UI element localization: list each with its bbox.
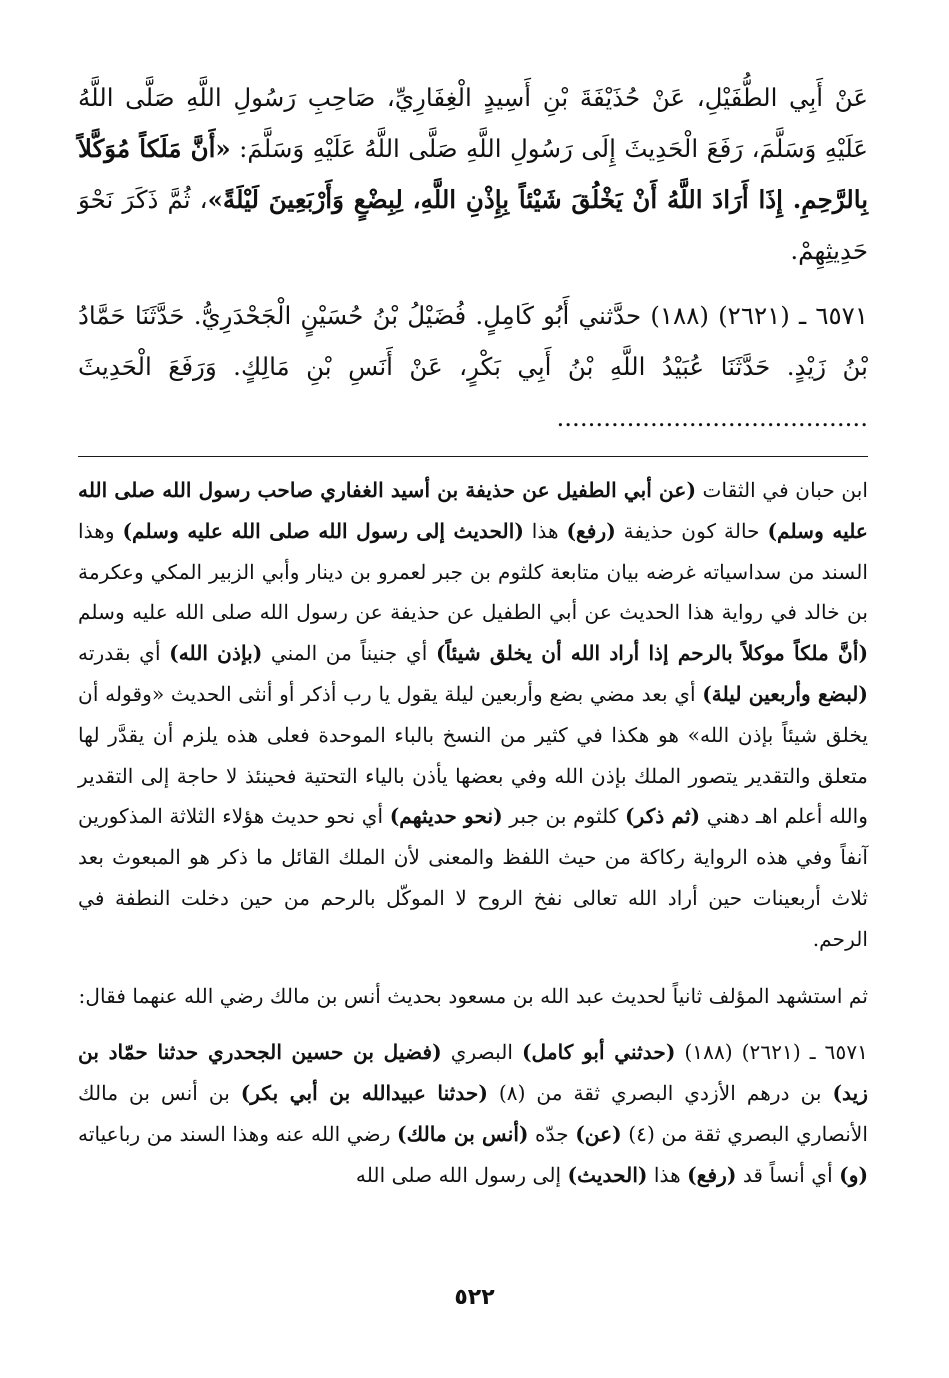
commentary-bold-segment: (و) — [839, 1162, 868, 1187]
commentary-bold-segment: (حدثني أبو كامل) — [521, 1040, 676, 1065]
commentary-bold-segment: (الحديث) — [567, 1162, 648, 1187]
commentary-bold-segment: (أنس بن مالك) — [397, 1121, 529, 1146]
page-number: ٥٢٢ — [454, 1285, 495, 1310]
commentary-segment: البصري — [441, 1040, 522, 1065]
commentary-bold-segment: (ثم ذكر) — [625, 804, 701, 829]
commentary-segment: أي بعد مضي بضع وأربعين ليلة يقول يا رب أذكر أو أنثى الحديث «وقوله أن يخلق شيئاً بإذن الله» هو هكذا في كثير من النسخ بالباء الموحدة فعلى هذه يلزم أن يقدَّر لها متعلق والتقدير يتصور الملك بإذن الله وفي بعضها يأذن بالياء التحتية فحينئذ لا حاجة إلى التقدير والله أعلم اهـ دهني — [78, 681, 868, 829]
commentary-segment: بن درهم الأزدي البصري ثقة من (٨) — [487, 1081, 833, 1106]
commentary-segment: إلى رسول الله صلى الله — [355, 1162, 568, 1187]
commentary-segment: جدّه — [528, 1121, 576, 1146]
commentary-segment: هذا — [523, 518, 567, 543]
hadith-quote: «أَنَّ مَلَكاً مُوَكَّلاً بِالرَّحِمِ. إِذَا أَرَادَ اللَّهُ أَنْ يَخْلُقَ شَيْئاً بِإِذْنِ اللَّهِ، لِبِضْعٍ وَأَرْبَعِينَ لَيْلَةً» — [78, 134, 869, 214]
commentary-bold-segment: (فضيل بن حسين الجحدري حدثنا حمّاد بن زيد) — [78, 1040, 868, 1106]
commentary-bold-segment: (عن أبي الطفيل عن حذيفة بن أسيد الغفاري صاحب رسول الله صلى الله عليه وسلم) — [78, 478, 868, 543]
commentary-bold-segment: (لبضع وأربعين ليلة) — [702, 681, 868, 706]
hadith-text-segment: ، ثُمَّ ذَكَرَ نَحْوَ حَدِيثِهِمْ. — [78, 185, 868, 265]
commentary-segment: أي نحو حديث هؤلاء الثلاثة المذكورين آنفاً وفي هذه الرواية ركاكة من حيث اللفظ والمعنى لأن الملك القائل ما ذكر هو المبعوث بعد ثلاث أربعينات حين أراد الله تعالى نفخ الروح لا الموكّل بالرحم من حين دخلت النطفة في الرحم. — [78, 804, 868, 951]
commentary-segment: أي بقدرته — [78, 641, 170, 666]
commentary-bold-segment: (نحو حديثهم) — [389, 804, 503, 829]
commentary-bold-segment: (الحديث إلى رسول الله صلى الله عليه وسلم) — [122, 518, 524, 543]
commentary-segment: رضي الله عنه وهذا السند من رباعياته — [78, 1121, 398, 1146]
commentary-bold-segment: (عن) — [575, 1121, 622, 1146]
commentary-bold-segment: (رفع) — [687, 1162, 737, 1187]
commentary-segment: كلثوم بن جبر — [502, 804, 626, 829]
commentary-segment: أي جنيناً من المني — [262, 641, 436, 666]
commentary-bold-segment: (أنَّ ملكاً موكلاً بالرحم إذا أراد الله أن يخلق شيئاً) — [435, 641, 868, 666]
commentary-bold-segment: (رفع) — [566, 518, 616, 543]
footnote-divider — [78, 456, 868, 457]
hadith-text — [78, 72, 868, 443]
commentary-segment: ٦٥٧١ ـ (٢٦٢١) (١٨٨) — [675, 1040, 869, 1065]
commentary-bold-segment: (حدثنا عبيدالله بن أبي بكر) — [240, 1081, 488, 1106]
commentary-segment: وهذا السند من سداسياته غرضه بيان متابعة كلثوم بن جبر لعمرو بن دينار وأبي الزبير المكي وعكرمة بن خالد في رواية هذا الحديث عن أبي الطفيل عن حذيفة عن رسول الله صلى الله عليه وسلم — [78, 518, 868, 625]
commentary-paragraph-1 — [78, 470, 868, 960]
hadith-paragraph-2: ٦٥٧١ ـ (٢٦٢١) (١٨٨) حدَّثني أَبُو كَامِلٍ. فُضَيْلُ بْنُ حُسَيْنٍ الْجَحْدَرِيُّ. حَدَّثَنَا حَمَّادُ بْنُ زَيْدٍ. حَدَّثَنَا عُبَيْدُ اللَّهِ بْنُ أَبِي بَكْرٍ، عَنْ أَنَسِ بْنِ مَالِكٍ. وَرَفَعَ الْحَدِيثَ ........................................ — [78, 301, 868, 432]
commentary-segment: أي أنساً قد — [736, 1162, 840, 1187]
hadith-paragraph-1 — [78, 72, 868, 276]
commentary-segment: ابن حبان في الثقات — [696, 478, 868, 502]
commentary — [78, 470, 868, 1196]
commentary-segment: بن أنس بن مالك الأنصاري البصري ثقة من (٤) — [78, 1081, 868, 1146]
commentary-paragraph-3 — [78, 1032, 868, 1195]
commentary-segment: حالة كون حذيفة — [615, 518, 768, 543]
hadith-text-segment: عَنْ أَبِي الطُّفَيْلِ، عَنْ حُذَيْفَةَ بْنِ أَسِيدٍ الْغِفَارِيِّ، صَاحِبِ رَسُولِ اللَّهِ صَلَّى اللَّهُ عَلَيْهِ وَسَلَّمَ، رَفَعَ الْحَدِيثَ إِلَى رَسُولِ اللَّهِ صَلَّى اللَّهُ عَلَيْهِ وَسَلَّمَ: — [78, 83, 868, 163]
commentary-bold-segment: (بإذن الله) — [169, 641, 263, 666]
commentary-paragraph-2: ثم استشهد المؤلف ثانياً لحديث عبد الله بن مسعود بحديث أنس بن مالك رضي الله عنهما فقال: — [78, 983, 868, 1008]
commentary-segment: هذا — [647, 1162, 688, 1187]
